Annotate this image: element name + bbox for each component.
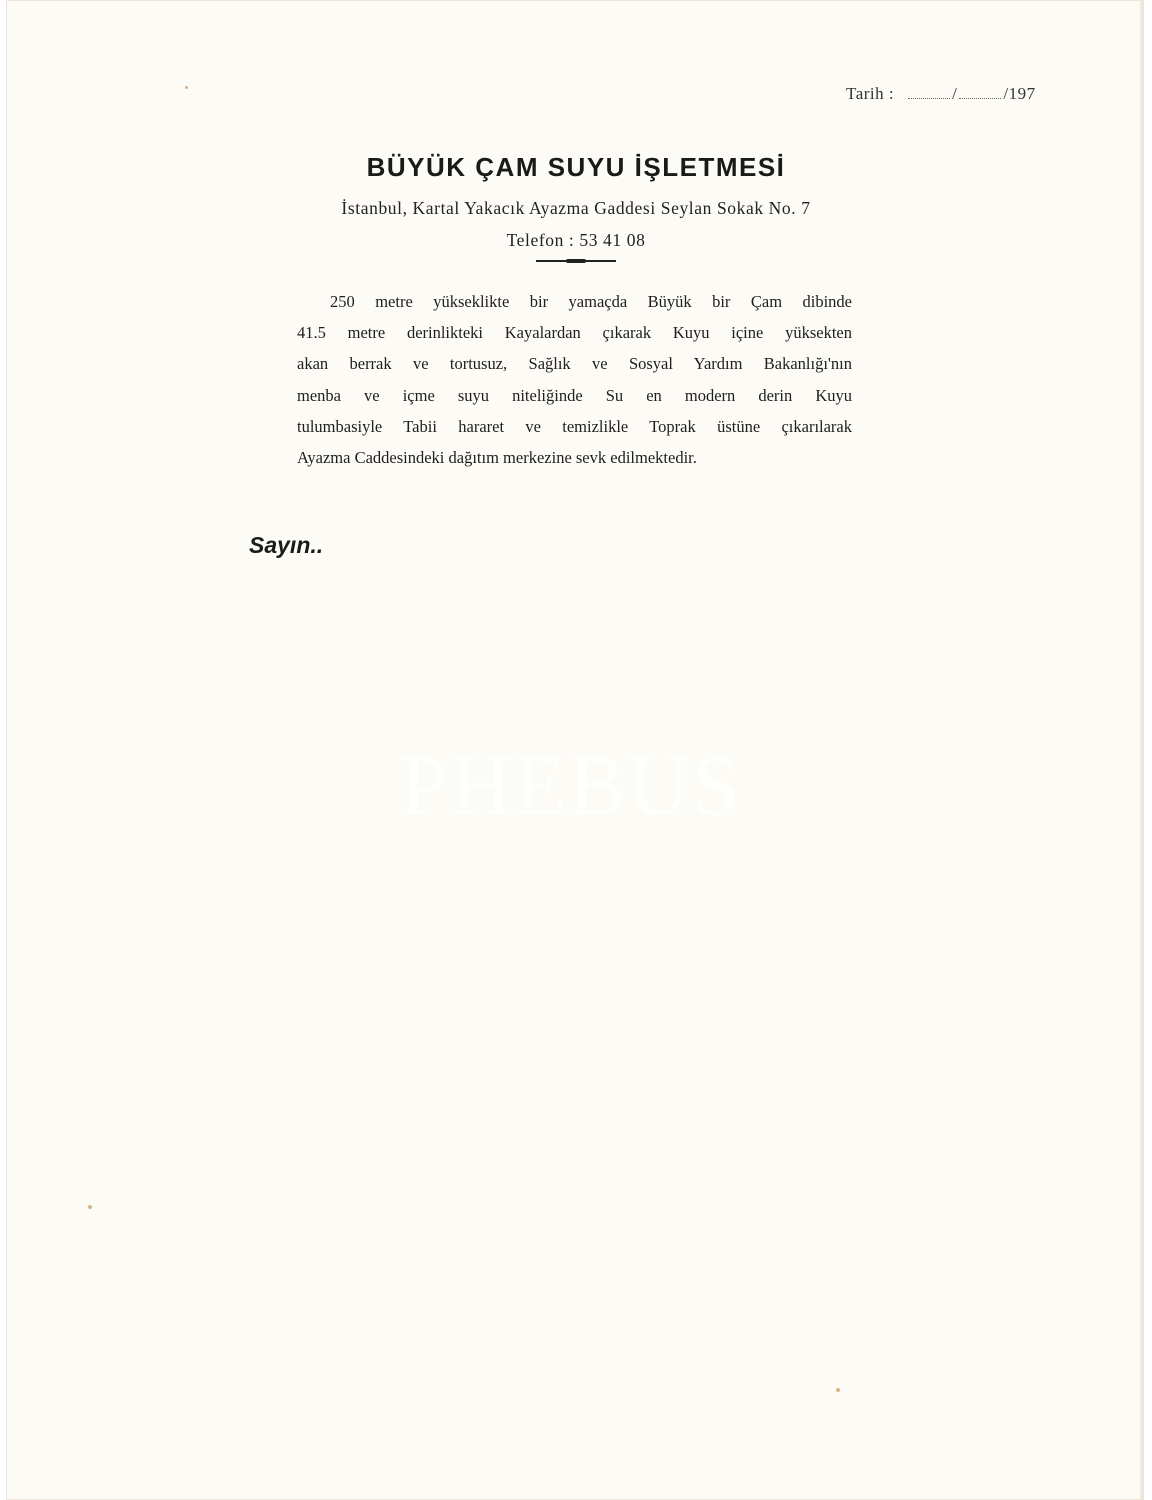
ornamental-divider (536, 260, 616, 262)
paper-spot (185, 86, 188, 89)
watermark: PHEBUS (400, 737, 742, 833)
paragraph-line: menba ve içme suyu niteliğinde Su en modern derin Kuyu (297, 385, 852, 405)
paragraph-line: 41.5 metre derinlikteki Kayalardan çıkarak Kuyu içine yüksekten (297, 323, 852, 343)
paragraph-line: Ayazma Caddesindeki dağıtım merkezine sevk edilmektedir. (297, 447, 697, 467)
company-name: BÜYÜK ÇAM SUYU İŞLETMESİ (366, 152, 786, 182)
paragraph-line: 250 metre yükseklikte bir yamaçda Büyük bir Çam dibinde (330, 292, 852, 311)
date-month-blank (959, 86, 1001, 99)
paper-edge (1140, 0, 1144, 1500)
paragraph-line: akan berrak ve tortusuz, Sağlık ve Sosyal Yardım Bakanlığı'nın (297, 354, 852, 374)
date-year: /197 (1003, 84, 1036, 103)
date-separator: / (952, 84, 958, 103)
company-address: İstanbul, Kartal Yakacık Ayazma Gaddesi Seylan Sokak No. 7 (341, 198, 811, 218)
date-field (846, 84, 1036, 104)
paper-spot (88, 1205, 92, 1209)
date-label: Tarih : (846, 84, 895, 103)
paper-spot (836, 1388, 840, 1392)
salutation: Sayın.. (249, 532, 324, 558)
paragraph-line: tulumbasiyle Tabii hararet ve temizlikle Toprak üstüne çıkarılarak (297, 416, 852, 436)
description-paragraph (297, 286, 852, 473)
company-phone: Telefon : 53 41 08 (506, 230, 646, 250)
date-day-blank (908, 86, 950, 99)
